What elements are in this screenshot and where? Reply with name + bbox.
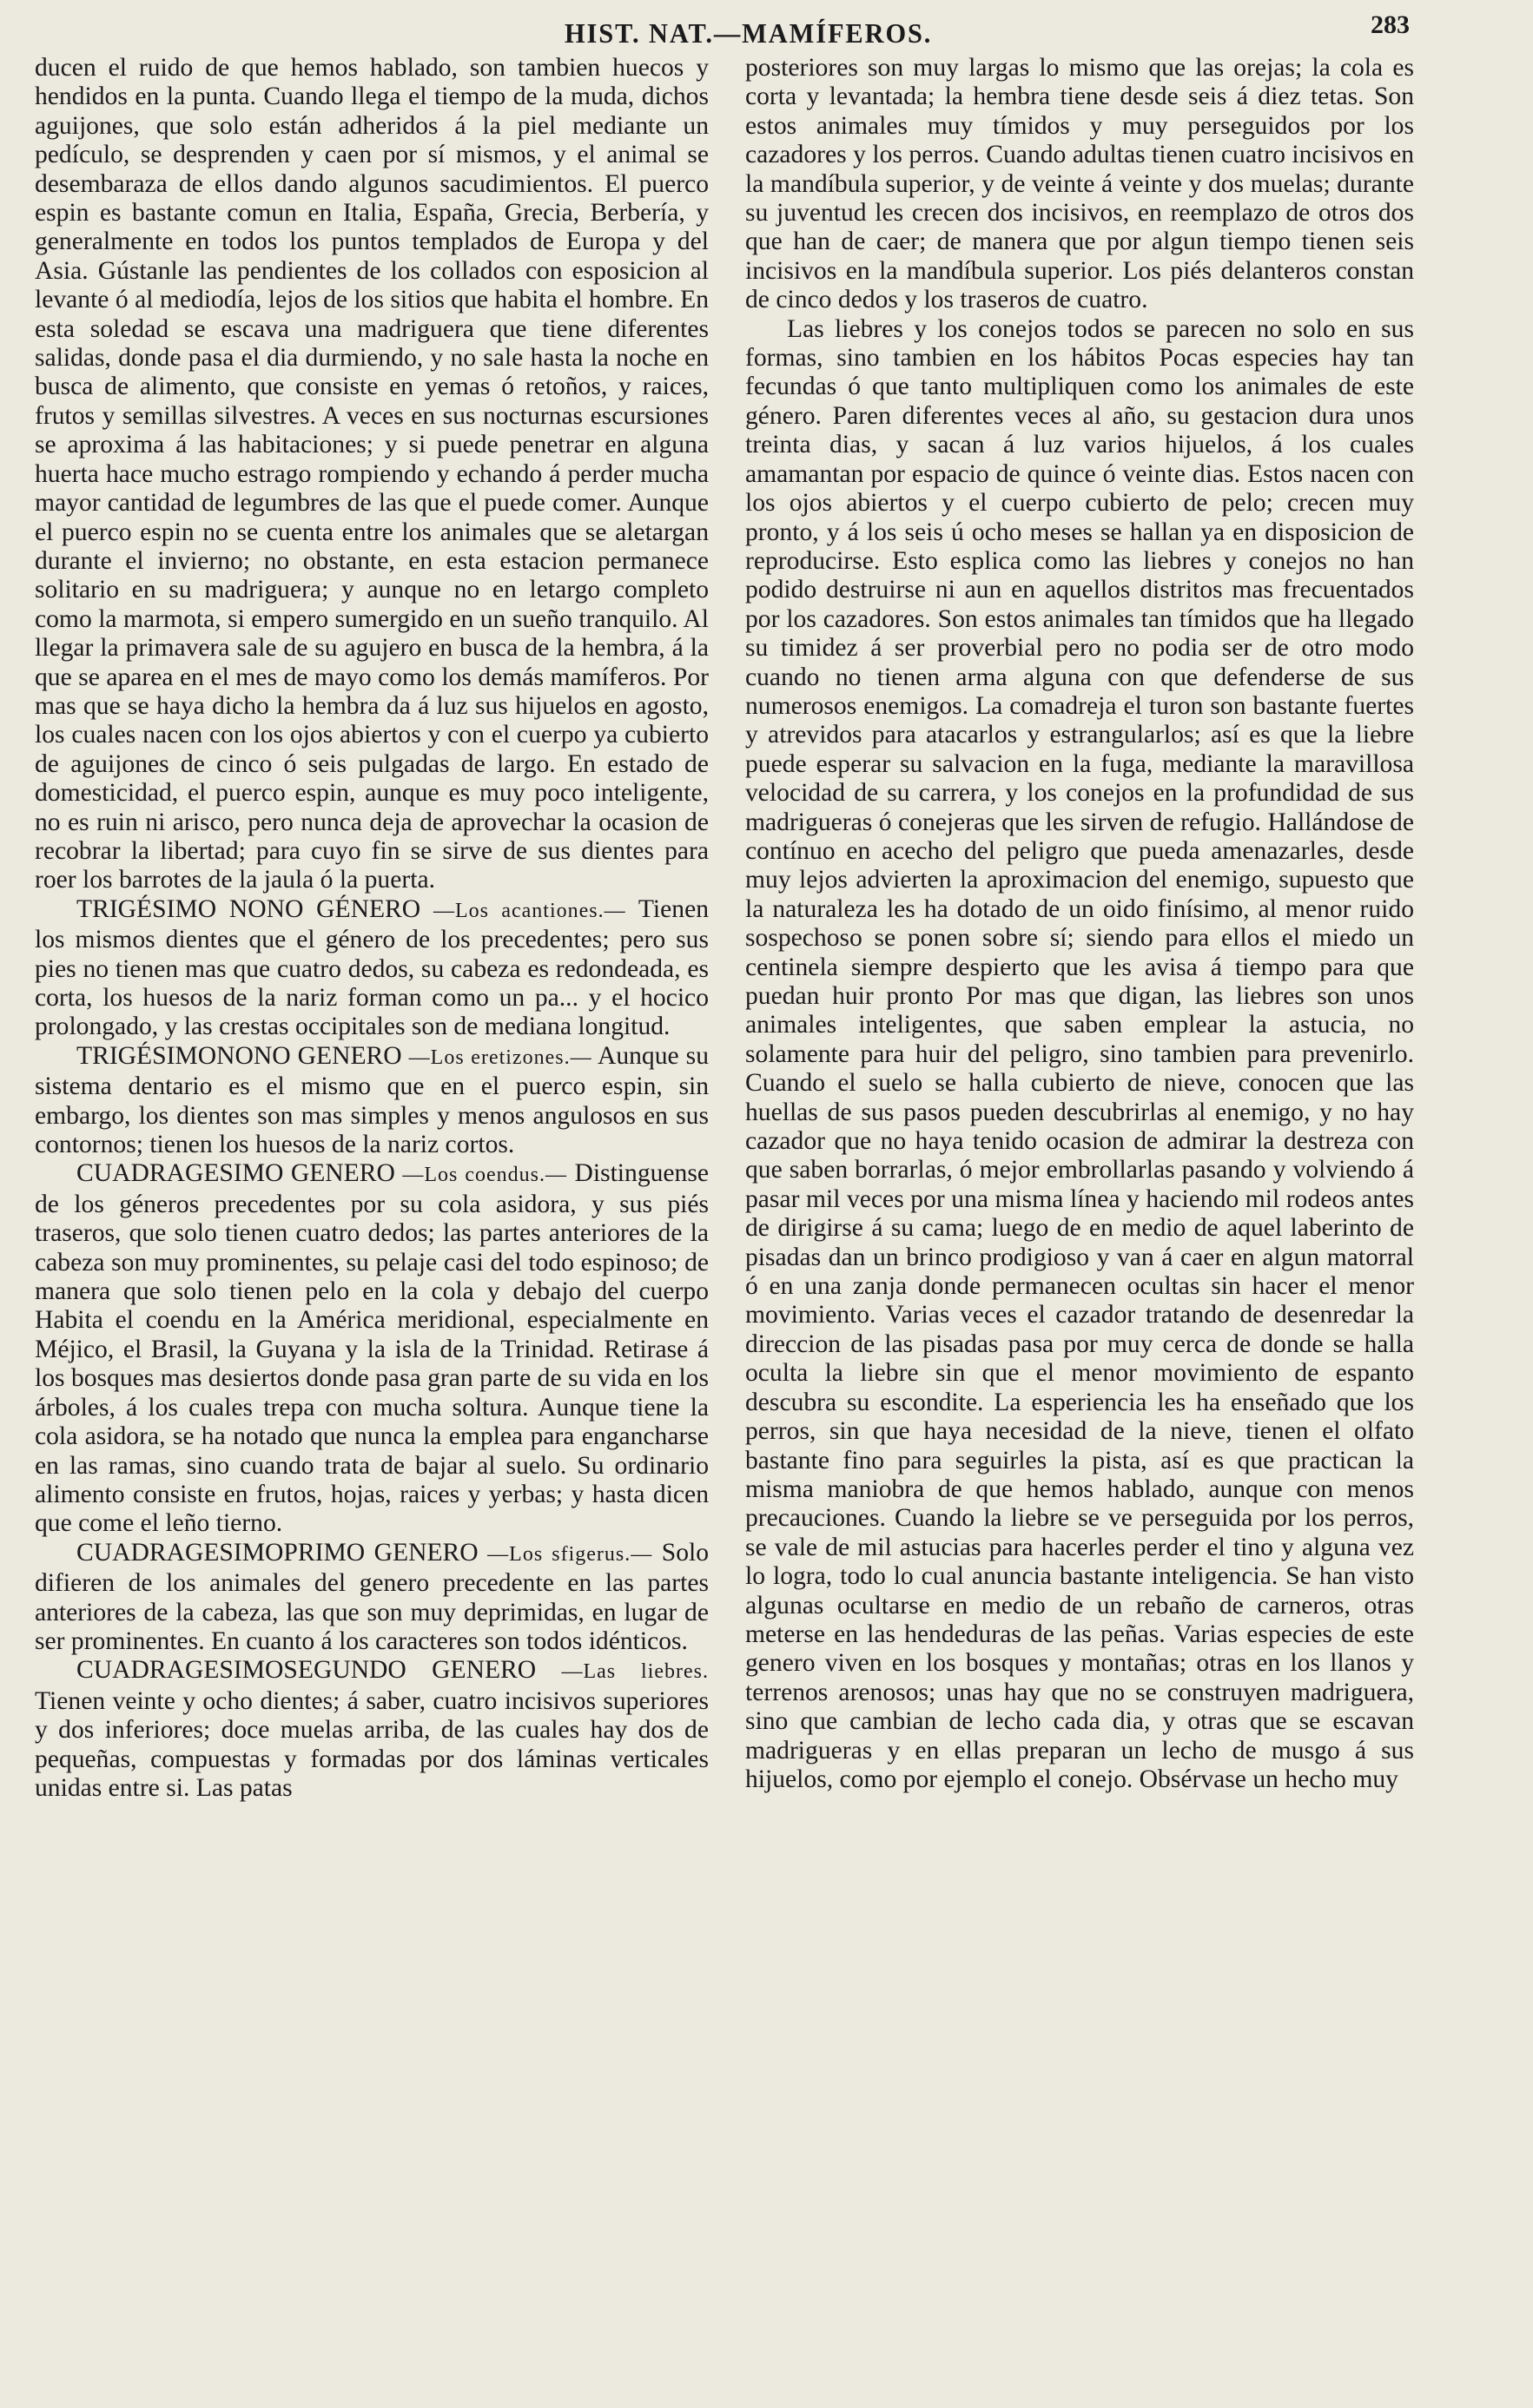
genus-subject: —Los coendus.—	[402, 1164, 568, 1187]
genus-heading: CUADRAGESIMOSEGUNDO GENERO	[76, 1656, 537, 1685]
paragraph-liebres-continued: posteriores son muy largas lo mismo que las orejas; la cola es corta y levantada; la hembra tiene desde seis á diez tetas. Son estos animales muy tímidos y muy perseguidos por los cazadores y los perros. Cuando adultas tienen cuatro incisivos en la mandíbula superior, y de veinte á veinte y dos muelas; durante su juventud les crecen dos incisivos, en reemplazo de otros dos que han de caer; de manera que por algun tiempo tienen seis incisivos en la mandíbula superior. Los piés delanteros constan de cinco dedos y los traseros de cuatro.	[745, 54, 1414, 314]
paragraph-acantiones	[35, 895, 709, 1042]
genus-text: Tienen veinte y ocho dientes; á saber, cuatro incisivos superiores y dos inferiores; doce muelas arriba, de las cuales hay dos de pequeñas, compuestas y formadas por dos láminas verticales unidas entre si. Las patas	[35, 1686, 709, 1802]
genus-subject: —Los eretizones.—	[408, 1046, 592, 1069]
left-column	[35, 54, 709, 2390]
genus-heading: CUADRAGESIMOPRIMO GENERO	[76, 1538, 479, 1567]
paragraph-liebres-conejos: Las liebres y los conejos todos se parecen no solo en sus formas, sino tambien en los hábitos Pocas especies hay tan fecundas ó que tanto multipliquen como los animales de este género. Paren diferentes veces al año, su gestacion dura unos treinta dias, y sacan á luz varios hijuelos, á los cuales amamantan por espacio de quince ó veinte dias. Estos nacen con los ojos abiertos y el cuerpo cubierto de pelo; crecen muy pronto, y á los seis ú ocho meses se hallan ya en disposicion de reproducirse. Esto esplica como las liebres y conejos no han podido destruirse ni aun en aquellos distritos mas frecuentados por los cazadores. Son estos animales tan tímidos que ha llegado su timidez á ser proverbial pero no podia ser de otro modo cuando no tienen arma alguna con que defenderse de sus numerosos enemigos. La comadreja el turon son bastante fuertes y atrevidos para atacarlos y estrangularlos; así es que la liebre puede esperar su salvacion en la fuga, mediante la maravillosa velocidad de su carrera, y los conejos en la profundidad de sus madrigueras ó conejeras que les sirven de refugio. Hallándose de contínuo en acecho del peligro que pueda amenazarles, desde muy lejos advierten la aproximacion del enemigo, supuesto que la naturaleza les ha dotado de un oido finísimo, al menor ruido sospechoso se ponen sobre sí; siendo para ellos el miedo un centinela siempre despierto que les avisa á tiempo para que puedan huir pronto Por mas que digan, las liebres son unos animales inteligentes, que saben emplear la astucia, no solamente para huir del peligro, sino tambien para prevenirlo. Cuando el suelo se halla cubierto de nieve, conocen que las huellas de sus pasos pueden descubrirlas al enemigo, y no hay cazador que no haya tenido ocasion de admirar la destreza con que saben borrarlas, ó mejor embrollarlas pasando y volviendo á pasar mil veces por una misma línea y haciendo mil rodeos antes de dirigirse á su cama; luego de en medio de aquel laberinto de pisadas dan un brinco prodigioso y van á caer en algun matorral ó en una zanja donde permanecen ocultas sin hacer el menor movimiento. Varias veces el cazador tratando de desenredar la direccion de las pisadas pasa por muy cerca de donde se halla oculta la liebre sin que el menor movimiento de espanto descubra su escondite. La esperiencia les ha enseñado que los perros, sin que haya necesidad de la nieve, tienen el olfato bastante fino para seguirles la pista, así es que practican la misma maniobra de que hemos hablado, aunque con menos precauciones. Cuando la liebre se ve perseguida por los perros, se vale de mil astucias para hacerles perder el tino y alguna vez lo logra, todo lo cual anuncia bastante inteligencia. Se han visto algunas ocultarse en medio de un rebaño de carneros, otras meterse en las hendeduras de las peñas. Varias especies de este genero viven en los bosques y montañas; otras en los llanos y terrenos arenosos; unas hay que no se construyen madriguera, sino que cambian de lecho cada dia, y otras que se escavan madrigueras y en ellas preparan un lecho de musgo á sus hijuelos, como por ejemplo el conejo. Obsérvase un hecho muy	[745, 314, 1414, 1793]
paragraph-sfigerus	[35, 1539, 709, 1657]
paragraph-puerco-espin: ducen el ruido de que hemos hablado, son tambien huecos y hendidos en la punta. Cuando llega el tiempo de la muda, dichos aguijones, que solo están adheridos á la piel mediante un pedículo, se desprenden y caen por sí mismos, y el animal se desembaraza de ellos dando algunos sacudimientos. El puerco espin es bastante comun en Italia, España, Grecia, Berbería, y generalmente en todos los puntos templados de Europa y del Asia. Gústanle las pendientes de los collados con esposicion al levante ó al mediodía, lejos de los sitios que habita el hombre. En esta soledad se escava una madriguera que tiene diferentes salidas, donde pasa el dia durmiendo, y no sale hasta la noche en busca de alimento, que consiste en yemas ó retoños, y raices, frutos y semillas silvestres. A veces en sus nocturnas escursiones se aproxima á las habitaciones; y si puede penetrar en alguna huerta hace mucho estrago rompiendo y echando á perder mucha mayor cantidad de legumbres de las que el puede comer. Aunque el puerco espin no se cuenta entre los animales que se aletargan durante el invierno; no obstante, en esta estacion permanece solitario en su madriguera; y aunque no en letargo completo como la marmota, si empero sumergido en un sueño tranquilo. Al llegar la primavera sale de su agujero en busca de la hembra, á la que se aparea en el mes de mayo como los demás mamíferos. Por mas que se haya dicho la hembra da á luz sus hijuelos en agosto, los cuales nacen con los ojos abiertos y con el cuerpo ya cubierto de aguijones de cinco ó seis pulgadas de largo. En estado de domesticidad, el puerco espin, aunque es muy poco inteligente, no es ruin ni arisco, pero nunca deja de aprovechar la ocasion de recobrar la libertad; para cuyo fin se sirve de sus dientes para roer los barrotes de la jaula ó la puerta.	[35, 54, 709, 894]
paragraph-eretizones	[35, 1042, 709, 1160]
page-number: 283	[1371, 10, 1410, 39]
genus-text: Distinguense de los géneros precedentes por su cola asidora, y sus piés traseros, que solo tienen cuatro dedos; las partes anteriores de la cabeza son muy prominentes, su pelaje casi del todo espinoso; de manera que solo tienen pelo en la cola y debajo del cuerpo Habita el coendu en la América meridional, especialmente en Méjico, el Brasil, la Guyana y la isla de la Trinidad. Retirase á los bosques mas desiertos donde pasa gran parte de su vida en los árboles, á los cuales trepa con mucha soltura. Aunque tiene la cola asidora, se ha notado que nunca la emplea para engancharse en las ramas, sino cuando trata de bajar al suelo. Su ordinario alimento consiste en frutos, hojas, raices y yerbas; y hasta dicen que come el leño tierno.	[35, 1159, 709, 1538]
genus-subject: —Los sfigerus.—	[487, 1542, 653, 1566]
paragraph-coendus	[35, 1159, 709, 1538]
genus-text: Tienen los mismos dientes que el género de los precedentes; pero sus pies no tienen mas que cuatro dedos, su cabeza es redondeada, es corta, los huesos de la nariz forman como un pa... y el hocico prolongado, y las crestas occipitales son de mediana longitud.	[35, 894, 709, 1041]
running-head-title: HIST. NAT.—MAMÍFEROS.	[565, 17, 933, 49]
genus-text: Solo difieren de los animales del genero precedente en las partes anteriores de la cabeza, las que son muy deprimidas, en lugar de ser prominentes. En cuanto á los caracteres son todos idénticos.	[35, 1538, 709, 1655]
paragraph-liebres	[35, 1656, 709, 1803]
right-column	[745, 54, 1414, 2390]
genus-subject: —Los acantiones.—	[433, 899, 626, 922]
genus-heading: TRIGÉSIMONONO GENERO	[76, 1041, 402, 1070]
genus-heading: CUADRAGESIMO GENERO	[76, 1159, 395, 1188]
genus-subject: —Las liebres.	[561, 1660, 709, 1684]
genus-text: Aunque su sistema dentario es el mismo que en el puerco espin, sin embargo, los dientes son mas simples y menos angulosos en sus contornos; tienen los huesos de la nariz cortos.	[35, 1041, 709, 1159]
genus-heading: TRIGÉSIMO NONO GÉNERO	[76, 894, 421, 923]
